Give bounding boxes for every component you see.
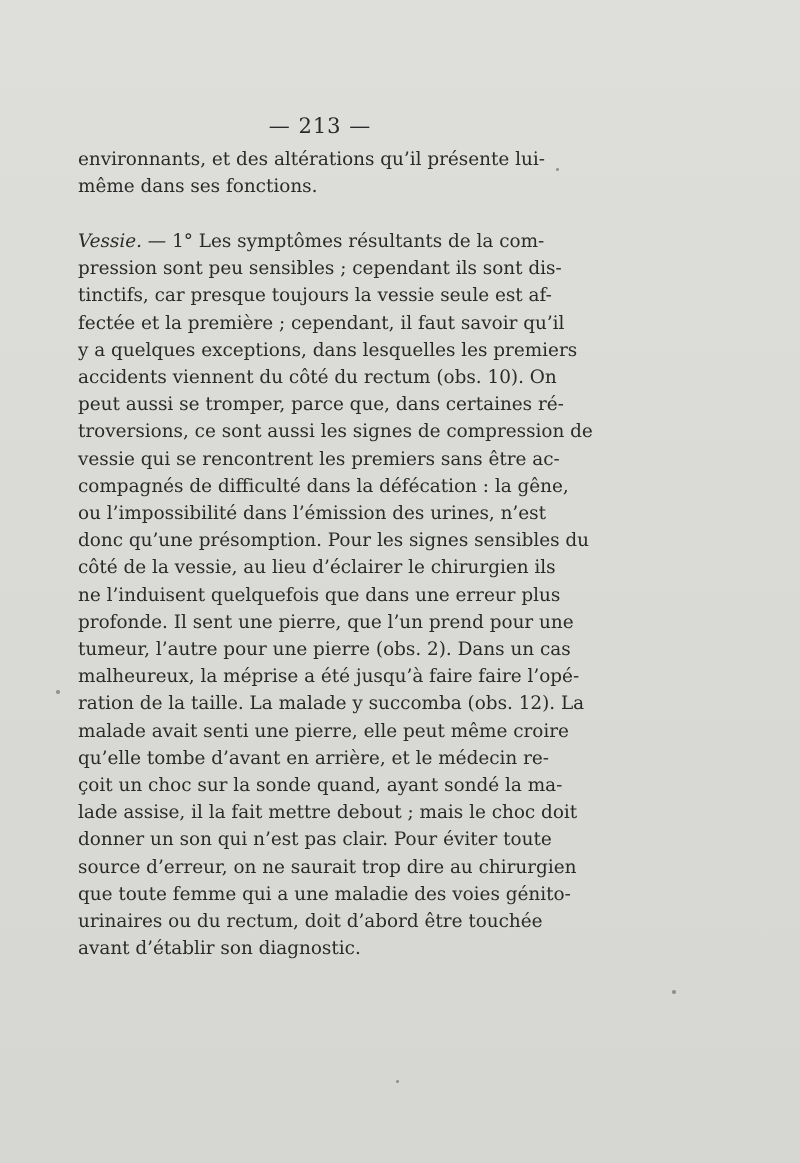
text-line: ration de la taille. La malade y succomba (obs. 12). La — [78, 693, 585, 715]
text-line: accidents viennent du côté du rectum (obs. 10). On — [78, 367, 557, 389]
text-line: lade assise, il la fait mettre debout ; mais le choc doit — [78, 802, 578, 824]
text-line-first — [78, 228, 545, 255]
text-line: environnants, et des altérations qu’il présente lui- — [78, 149, 545, 170]
text-line: source d’erreur, on ne saurait trop dire au chirurgien — [78, 856, 577, 878]
text-line: vessie qui se rencontrent les premiers sans être ac- — [78, 448, 560, 470]
text-line: côté de la vessie, au lieu d’éclairer le chirurgien ils — [78, 557, 556, 579]
paragraph-continuation — [78, 146, 545, 200]
text-line: ou l’impossibilité dans l’émission des urines, n’est — [78, 503, 546, 525]
text-line: qu’elle tombe d’avant en arrière, et le médecin re- — [78, 747, 549, 769]
text-line: fectée et la première ; cependant, il faut savoir qu’il — [78, 312, 565, 334]
paper-speck — [396, 1080, 399, 1083]
text-line: profonde. Il sent une pierre, que l’un prend pour une — [78, 611, 574, 633]
text-line: donc qu’une présomption. Pour les signes sensibles du — [78, 530, 590, 552]
paper-speck — [56, 690, 60, 694]
text-line: avant d’établir son diagnostic. — [78, 938, 361, 960]
text-line: donner un son qui n’est pas clair. Pour éviter toute — [78, 829, 552, 851]
text-line: çoit un choc sur la sonde quand, ayant sondé la ma- — [78, 775, 563, 797]
text-line: pression sont peu sensibles ; cependant ils sont dis- — [78, 258, 562, 280]
text-line: peut aussi se tromper, parce que, dans certaines ré- — [78, 394, 564, 416]
text-line: troversions, ce sont aussi les signes de compression de — [78, 421, 593, 443]
text-line: que toute femme qui a une maladie des voies génito- — [78, 883, 571, 905]
text-line: compagnés de difficulté dans la défécation : la gêne, — [78, 475, 569, 497]
paragraph-vessie — [78, 228, 593, 962]
section-lead-vessie: Vessie. — — [78, 231, 167, 252]
text-line: malheureux, la méprise a été jusqu’à faire faire l’opé- — [78, 666, 580, 688]
text-line: urinaires ou du rectum, doit d’abord être touchée — [78, 911, 543, 933]
text-line: ne l’induisent quelquefois que dans une erreur plus — [78, 584, 561, 606]
text-line: même dans ses fonctions. — [78, 176, 318, 198]
text-line: tinctifs, car presque toujours la vessie seule est af- — [78, 285, 552, 307]
text-line: malade avait senti une pierre, elle peut même croire — [78, 720, 569, 742]
paper-speck — [556, 168, 559, 171]
text-line-rest: 1° Les symptômes résultants de la com- — [172, 231, 545, 252]
text-line: tumeur, l’autre pour une pierre (obs. 2). Dans un cas — [78, 639, 571, 661]
page-number: — 213 — — [268, 114, 372, 138]
paper-speck — [672, 990, 676, 994]
text-line: y a quelques exceptions, dans lesquelles les premiers — [78, 339, 578, 361]
